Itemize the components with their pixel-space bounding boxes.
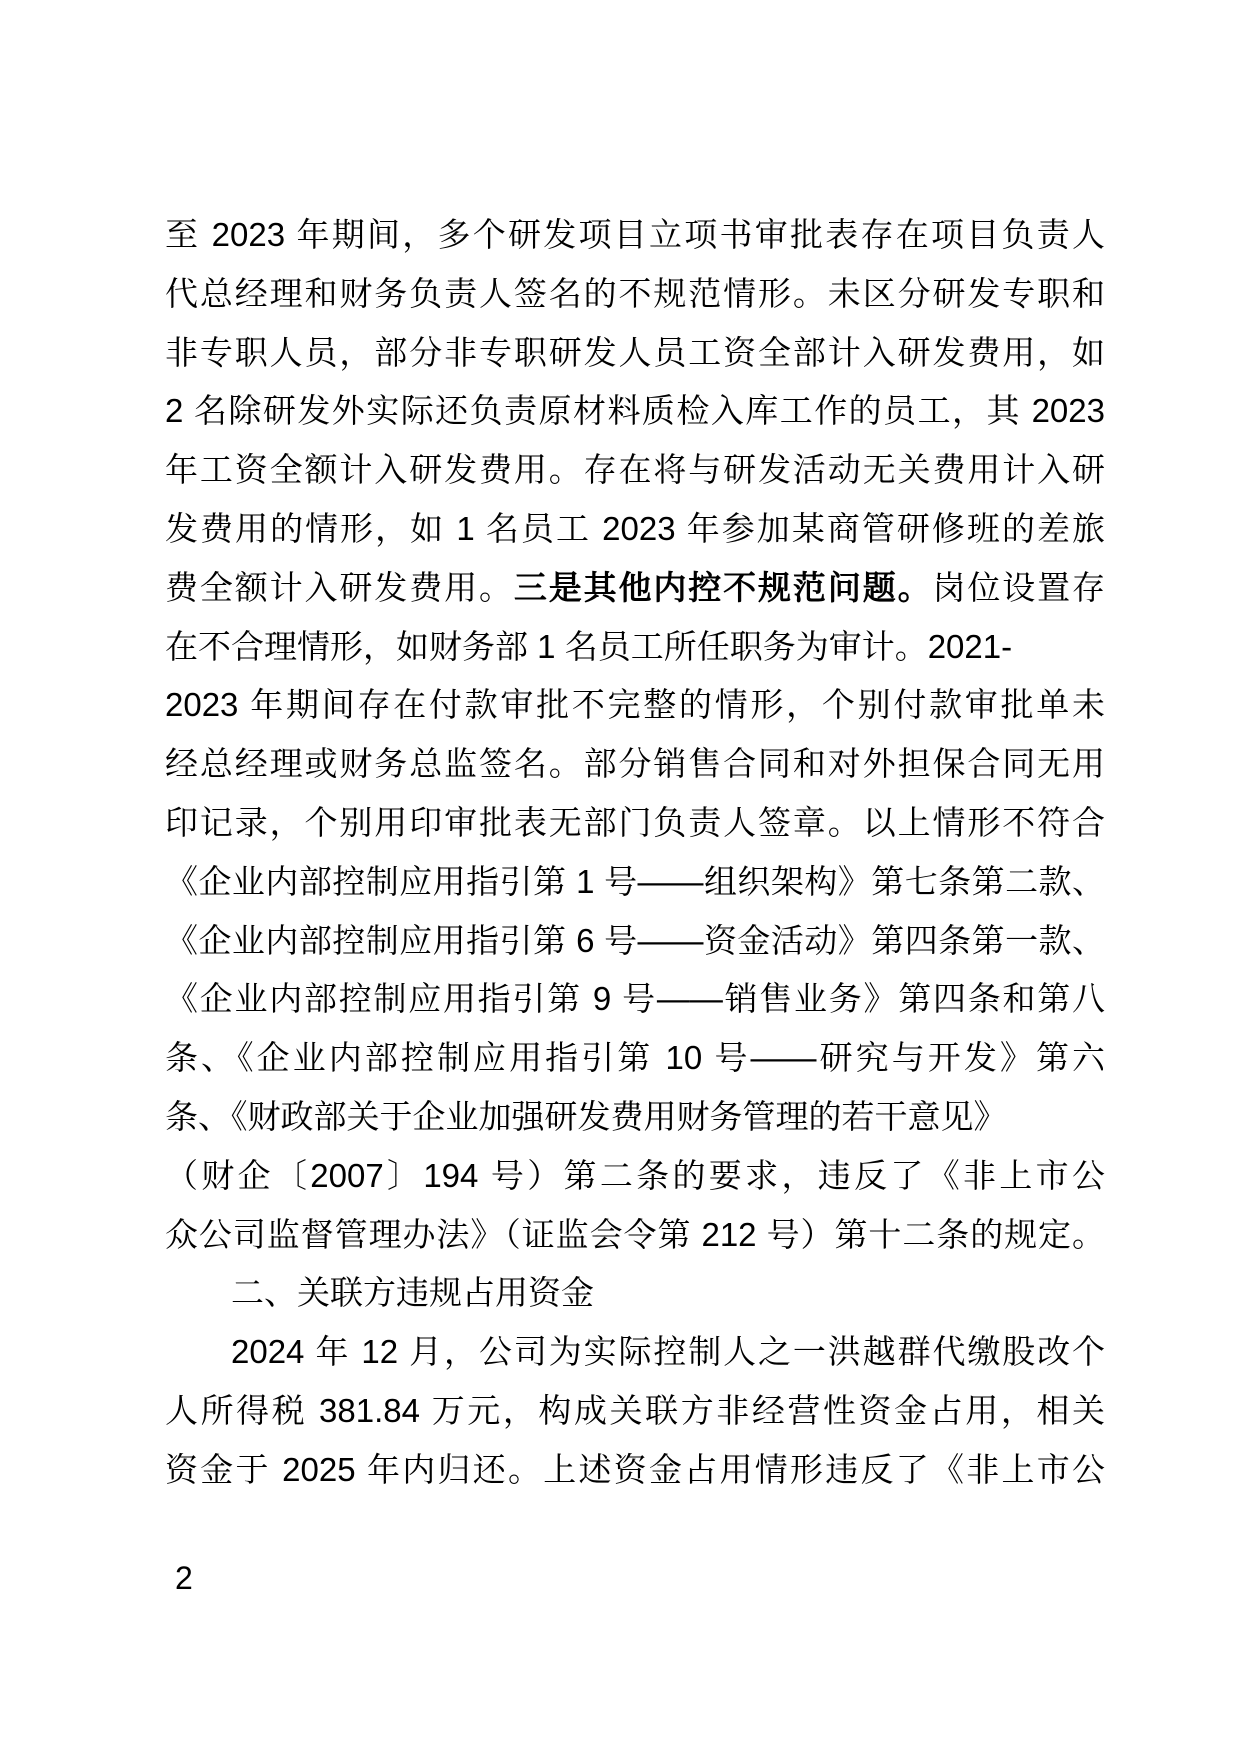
text-segment: 印记录，个别用印审批表无部门负责人签章。以上情形不符合 xyxy=(165,803,1105,841)
text-line xyxy=(165,500,1105,559)
text-segment: 条、《财政部关于企业加强研发费用财务管理的若干意见》 xyxy=(165,1097,1007,1135)
text-line xyxy=(165,441,1105,500)
text-segment: 资金于 2025 年内归还。上述资金占用情形违反了《非上市公 xyxy=(165,1450,1105,1488)
text-segment: 2024 年 12 月，公司为实际控制人之一洪越群代缴股改个 xyxy=(231,1333,1105,1371)
text-segment: 条、《企业内部控制应用指引第 10 号——研究与开发》第六 xyxy=(165,1039,1105,1077)
text-segment: （财企〔2007〕194 号）第二条的要求，违反了《非上市公 xyxy=(165,1156,1105,1194)
text-segment: 经总经理或财务总监签名。部分销售合同和对外担保合同无用 xyxy=(165,745,1105,783)
text-segment: 《企业内部控制应用指引第 9 号——销售业务》第四条和第八 xyxy=(165,980,1105,1018)
text-segment: 人所得税 381.84 万元，构成关联方非经营性资金占用，相关 xyxy=(165,1391,1105,1429)
text-segment: 年工资全额计入研发费用。存在将与研发活动无关费用计入研 xyxy=(165,451,1105,489)
text-segment: 费全额计入研发费用。 xyxy=(165,568,514,606)
text-line xyxy=(165,1147,1105,1206)
text-line xyxy=(165,559,1105,618)
text-line xyxy=(165,1323,1105,1382)
text-segment: 二、关联方违规占用资金 xyxy=(231,1274,594,1312)
text-segment: 代总经理和财务负责人签名的不规范情形。未区分研发专职和 xyxy=(165,274,1105,312)
text-segment: 《企业内部控制应用指引第 1 号——组织架构》第七条第二款、 xyxy=(165,862,1105,900)
text-line xyxy=(165,735,1105,794)
page-number: 2 xyxy=(175,1560,193,1596)
text-line xyxy=(165,853,1105,912)
text-segment: 《企业内部控制应用指引第 6 号——资金活动》第四条第一款、 xyxy=(165,921,1105,959)
text-line xyxy=(165,1382,1105,1441)
text-line xyxy=(165,206,1105,265)
document-body xyxy=(165,206,1105,1500)
text-line xyxy=(165,1206,1105,1265)
text-line xyxy=(165,324,1105,383)
text-line xyxy=(165,970,1105,1029)
text-line xyxy=(165,618,1105,677)
text-line xyxy=(165,382,1105,441)
text-segment: 岗位设置存 xyxy=(932,568,1106,606)
text-segment: 至 2023 年期间，多个研发项目立项书审批表存在项目负责人 xyxy=(165,216,1105,253)
text-segment: 非专职人员，部分非专职研发人员工资全部计入研发费用，如 xyxy=(165,333,1105,371)
text-segment: 2 名除研发外实际还负责原材料质检入库工作的员工，其 2023 xyxy=(165,392,1105,430)
text-line xyxy=(165,265,1105,324)
text-segment: 众公司监督管理办法》（证监会令第 212 号）第十二条的规定。 xyxy=(165,1215,1105,1253)
text-segment: 在不合理情形，如财务部 1 名员工所任职务为审计。2021- xyxy=(165,627,1013,665)
text-line xyxy=(165,1088,1105,1147)
text-line xyxy=(165,1264,1105,1323)
text-line xyxy=(165,1441,1105,1500)
text-line xyxy=(165,676,1105,735)
text-line xyxy=(165,1029,1105,1088)
text-line xyxy=(165,912,1105,971)
text-line xyxy=(165,794,1105,853)
text-segment: 发费用的情形，如 1 名员工 2023 年参加某商管研修班的差旅 xyxy=(165,509,1105,547)
bold-text-segment: 三是其他内控不规范问题。 xyxy=(513,568,933,606)
text-segment: 2023 年期间存在付款审批不完整的情形，个别付款审批单未 xyxy=(165,686,1105,724)
